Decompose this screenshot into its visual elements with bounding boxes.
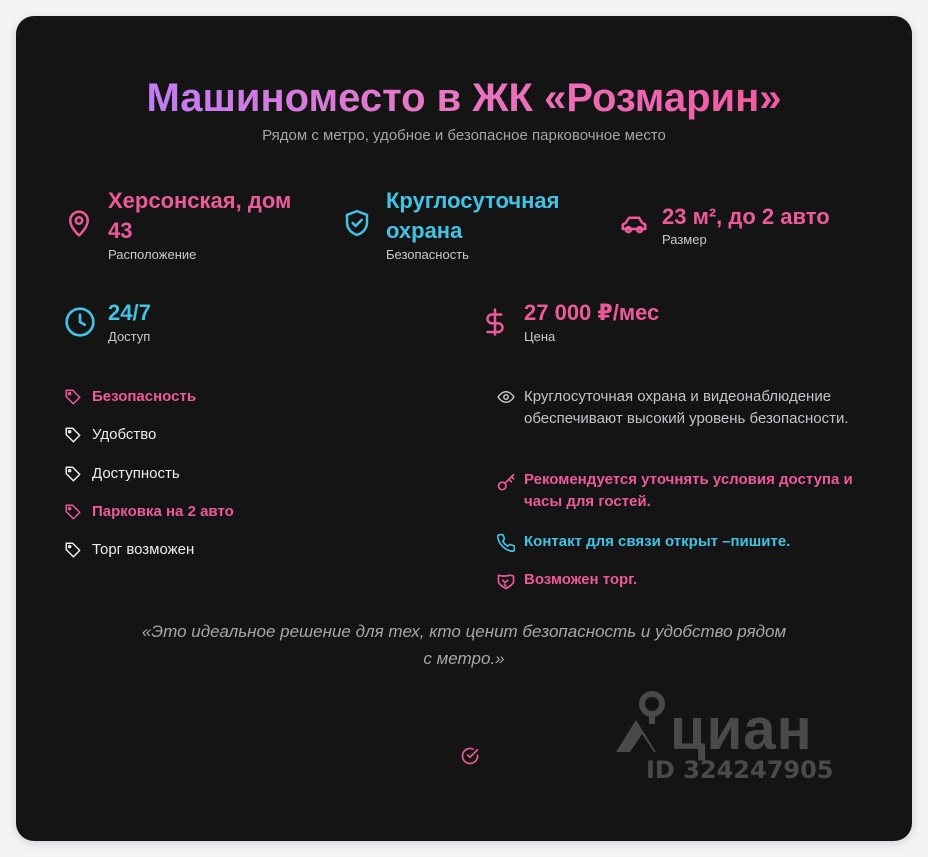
tag-icon [64, 388, 82, 412]
cian-watermark [608, 690, 848, 790]
feature-label: Расположение [108, 247, 197, 262]
feature-value: 27 000 ₽/мес [524, 300, 660, 325]
tag-label: Доступность [92, 465, 180, 482]
key-icon [496, 473, 516, 500]
tag-icon [64, 465, 82, 489]
feature-price [480, 298, 780, 354]
car-icon [618, 209, 650, 244]
map-pin-icon [64, 208, 94, 243]
tag-label: Удобство [92, 426, 157, 443]
quote-text: «Это идеальное решение для тех, кто ценит безопасность и удобство рядом с метро.» [141, 622, 787, 668]
note-text: Круглосуточная охрана и видеонаблюдение обеспечивают высокий уровень безопасности. [524, 388, 849, 427]
check-circle-icon [460, 746, 480, 771]
feature-security [342, 186, 592, 266]
feature-value: Круглосуточная охрана [386, 188, 560, 243]
cian-logo-icon [612, 690, 672, 765]
page-title: Машиноместо в ЖК «Розмарин» [146, 76, 782, 120]
feature-label: Цена [524, 329, 556, 344]
dollar-icon [480, 306, 510, 343]
feature-value: Херсонская, дом 43 [108, 188, 292, 243]
eye-icon [496, 388, 516, 413]
feature-label: Доступ [108, 329, 151, 344]
note-text: Рекомендуется уточнять условия доступа и часы для гостей. [524, 471, 853, 510]
tag-label: Торг возможен [92, 541, 195, 558]
clock-icon [64, 306, 96, 343]
watermark-brand: циан [670, 697, 813, 762]
feature-value: 24/7 [108, 300, 151, 325]
watermark-id: ID 324247905 [646, 756, 834, 784]
feature-location [64, 186, 324, 266]
shield-check-icon [342, 208, 372, 243]
tag-icon [64, 541, 82, 565]
phone-icon [496, 533, 516, 560]
feature-label: Размер [662, 232, 707, 247]
note-text: Контакт для связи открыт –пишите. [524, 533, 791, 550]
page-subtitle: Рядом с метро, удобное и безопасное парковочное место [262, 127, 666, 144]
tag-label: Парковка на 2 авто [92, 503, 234, 520]
handshake-icon [496, 571, 516, 598]
feature-label: Безопасность [386, 247, 469, 262]
feature-size [618, 200, 878, 256]
tag-icon [64, 426, 82, 450]
tag-label: Безопасность [92, 388, 197, 405]
tag-icon [64, 503, 82, 527]
note-text: Возможен торг. [524, 571, 638, 588]
feature-access [64, 298, 304, 354]
feature-value: 23 м², до 2 авто [662, 204, 830, 229]
